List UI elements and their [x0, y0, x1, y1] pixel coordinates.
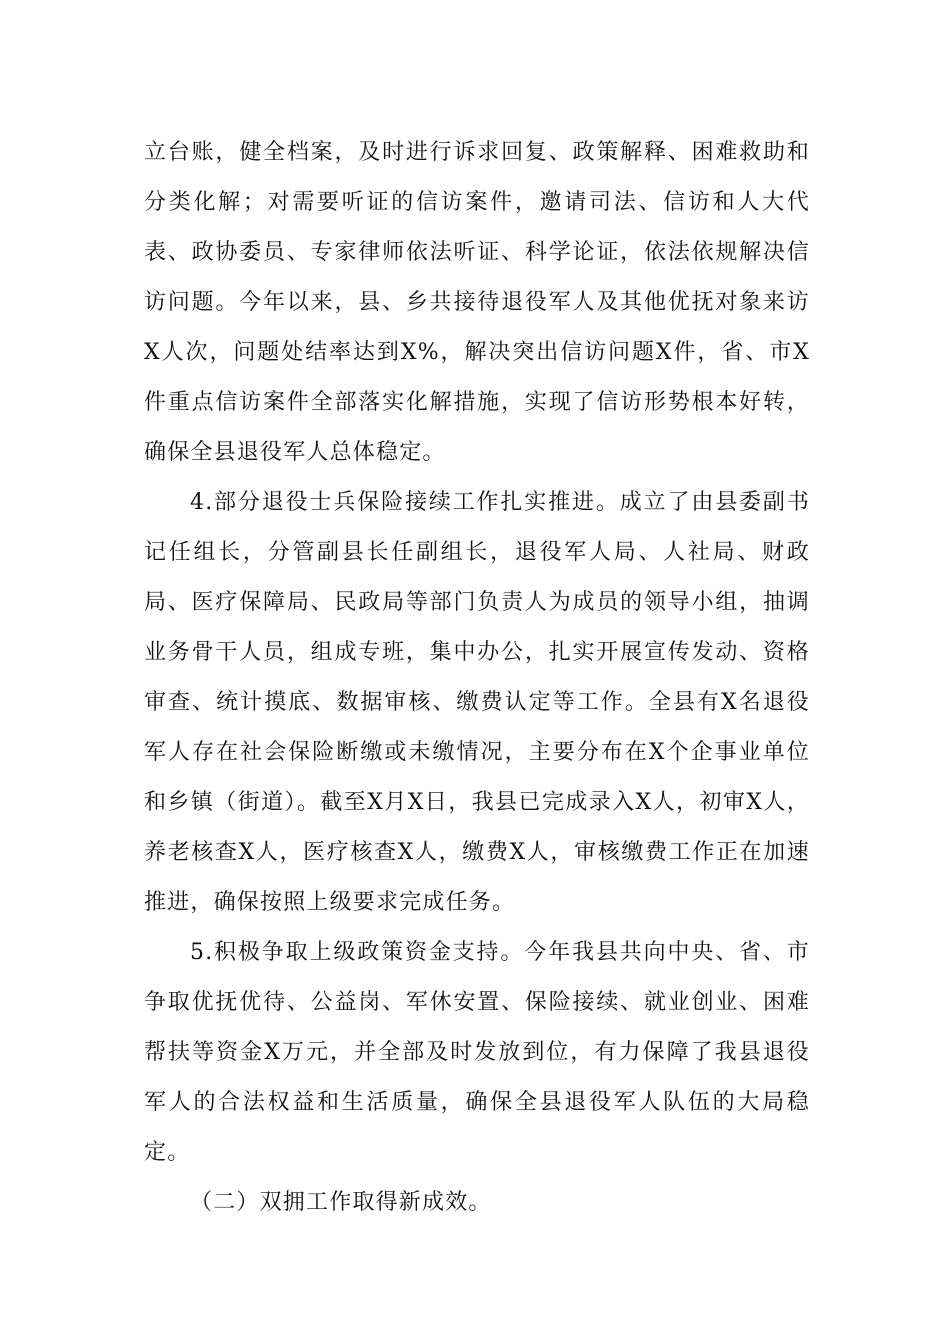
paragraph-insurance-continuation: 4.部分退役士兵保险接续工作扎实推进。成立了由县委副书记任组长，分管副县长任副组长，退役军人局、人社局、财政局、医疗保障局、民政局等部门负责人为成员的领导小组，抽调业务骨干人员，组成专班，集中办公，扎实开展宣传发动、资格审查、统计摸底、数据审核、缴费认定等工作。全县有X名退役军人存在社会保险断缴或未缴情况，主要分布在X个企事业单位和乡镇（街道）。截至X月X日，我县已完成录入X人，初审X人，养老核查X人，医疗核查X人，缴费X人，审核缴费工作正在加速推进，确保按照上级要求完成任务。 [144, 490, 810, 915]
document-body [144, 128, 810, 1228]
paragraph-continuation: 立台账，健全档案，及时进行诉求回复、政策解释、困难救助和分类化解；对需要听证的信访案件，邀请司法、信访和人大代表、政协委员、专家律师依法听证、科学论证，依法依规解决信访问题。今年以来，县、乡共接待退役军人及其他优抚对象来访X人次，问题处结率达到X%，解决突出信访问题X件，省、市X件重点信访案件全部落实化解措施，实现了信访形势根本好转，确保全县退役军人总体稳定。 [144, 140, 810, 465]
paragraph-policy-funding: 5.积极争取上级政策资金支持。今年我县共向中央、省、市争取优抚优待、公益岗、军休安置、保险接续、就业创业、困难帮扶等资金X万元，并全部及时发放到位，有力保障了我县退役军人的合法权益和生活质量，确保全县退役军人队伍的大局稳定。 [144, 940, 810, 1165]
section-heading-double-support: （二）双拥工作取得新成效。 [190, 1190, 492, 1215]
